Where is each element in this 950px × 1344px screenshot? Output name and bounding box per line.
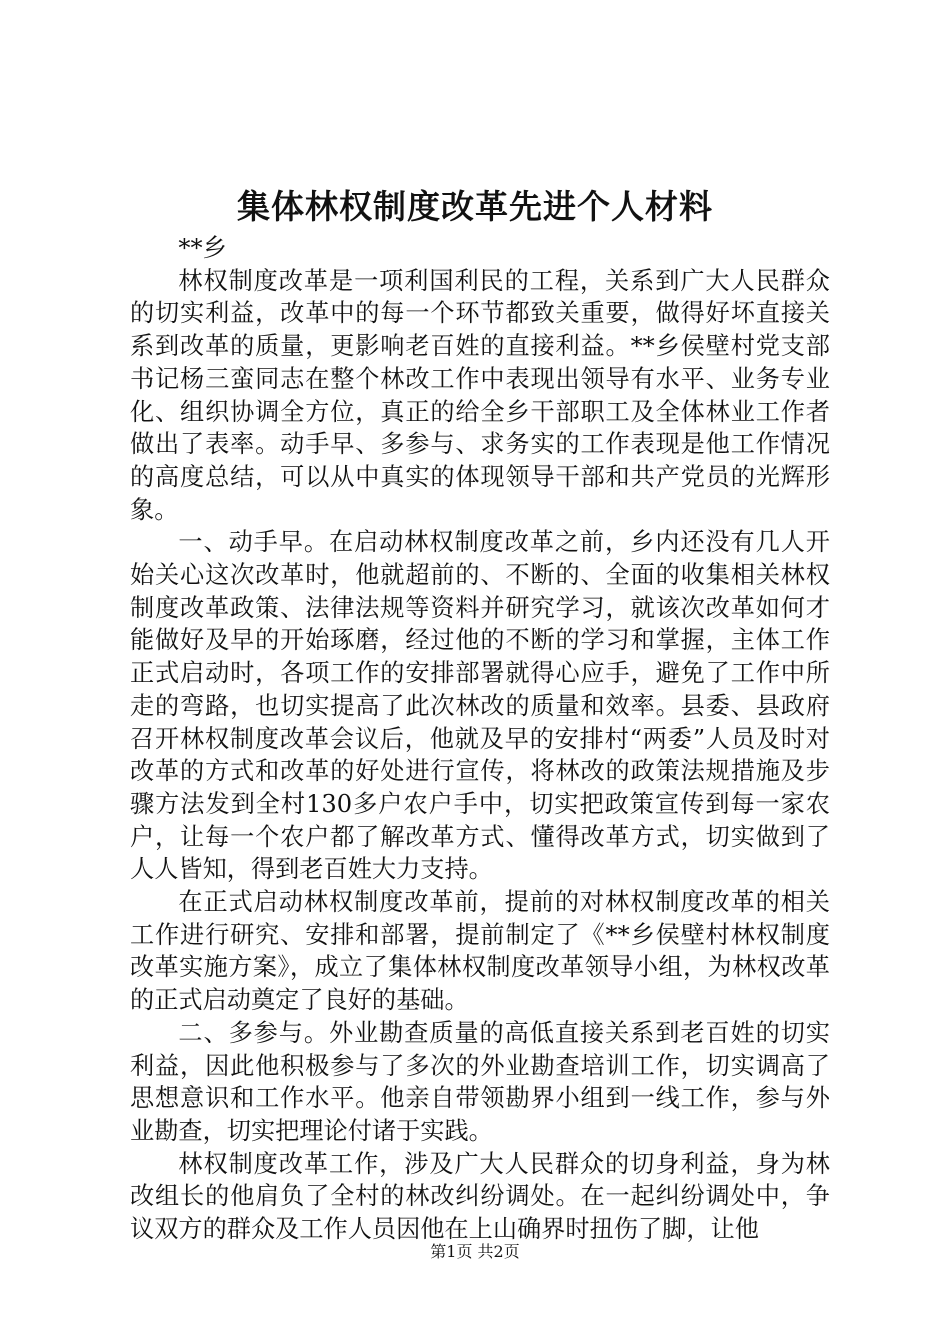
document-body: [130, 232, 830, 1246]
document-title: 集体林权制度改革先进个人材料: [237, 187, 713, 226]
paragraph-section-two: 二、多参与。外业勘查质量的高低直接关系到老百姓的切实利益，因此他积极参与了多次的外业勘查培训工作，切实调高了思想意识和工作水平。他亲自带领勘界小组到一线工作，参与外业勘查，切实把理论付诸于实践。: [130, 1018, 830, 1145]
paragraph-section-one: 一、动手早。在启动林权制度改革之前，乡内还没有几人开始关心这次改革时，他就超前的、不断的、全面的收集相关林权制度改革政策、法律法规等资料并研究学习，就该次改革如何才能做好及早的开始琢磨，经过他的不断的学习和掌握，主体工作正式启动时，各项工作的安排部署就得心应手，避免了工作中所走的弯路，也切实提高了此次林改的质量和效率。县委、县政府召开林权制度改革会议后，他就及早的安排村“两委”人员及时对改革的方式和改革的好处进行宣传，将林改的政策法规措施及步骤方法发到全村130多户农户手中，切实把政策宣传到每一家农户，让每一个农户都了解改革方式、懂得改革方式，切实做到了人人皆知，得到老百姓大力支持。: [130, 528, 830, 884]
paragraph-dispute: 林权制度改革工作，涉及广大人民群众的切身利益，身为林改组长的他肩负了全村的林改纠纷调处。在一起纠纷调处中，争议双方的群众及工作人员因他在上山确界时扭伤了脚，让他: [130, 1149, 830, 1244]
page-number: 第1页 共2页: [430, 1242, 520, 1261]
paragraph-preparation: 在正式启动林权制度改革前，提前的对林权制度改革的相关工作进行研究、安排和部署，提前制定了《**乡侯壁村林权制度改革实施方案》，成立了集体林权制度改革领导小组，为林权改革的正式启动奠定了良好的基础。: [130, 888, 830, 1015]
paragraph-intro: 林权制度改革是一项利国利民的工程，关系到广大人民群众的切实利益，改革中的每一个环节都致关重要，做得好坏直接关系到改革的质量，更影响老百姓的直接利益。**乡侯壁村党支部书记杨三蛮同志在整个林改工作中表现出领导有水平、业务专业化、组织协调全方位，真正的给全乡干部职工及全体林业工作者做出了表率。动手早、多参与、求务实的工作表现是他工作情况的高度总结，可以从中真实的体现领导干部和共产党员的光辉形象。: [130, 266, 830, 524]
author-line: **乡: [178, 234, 227, 262]
